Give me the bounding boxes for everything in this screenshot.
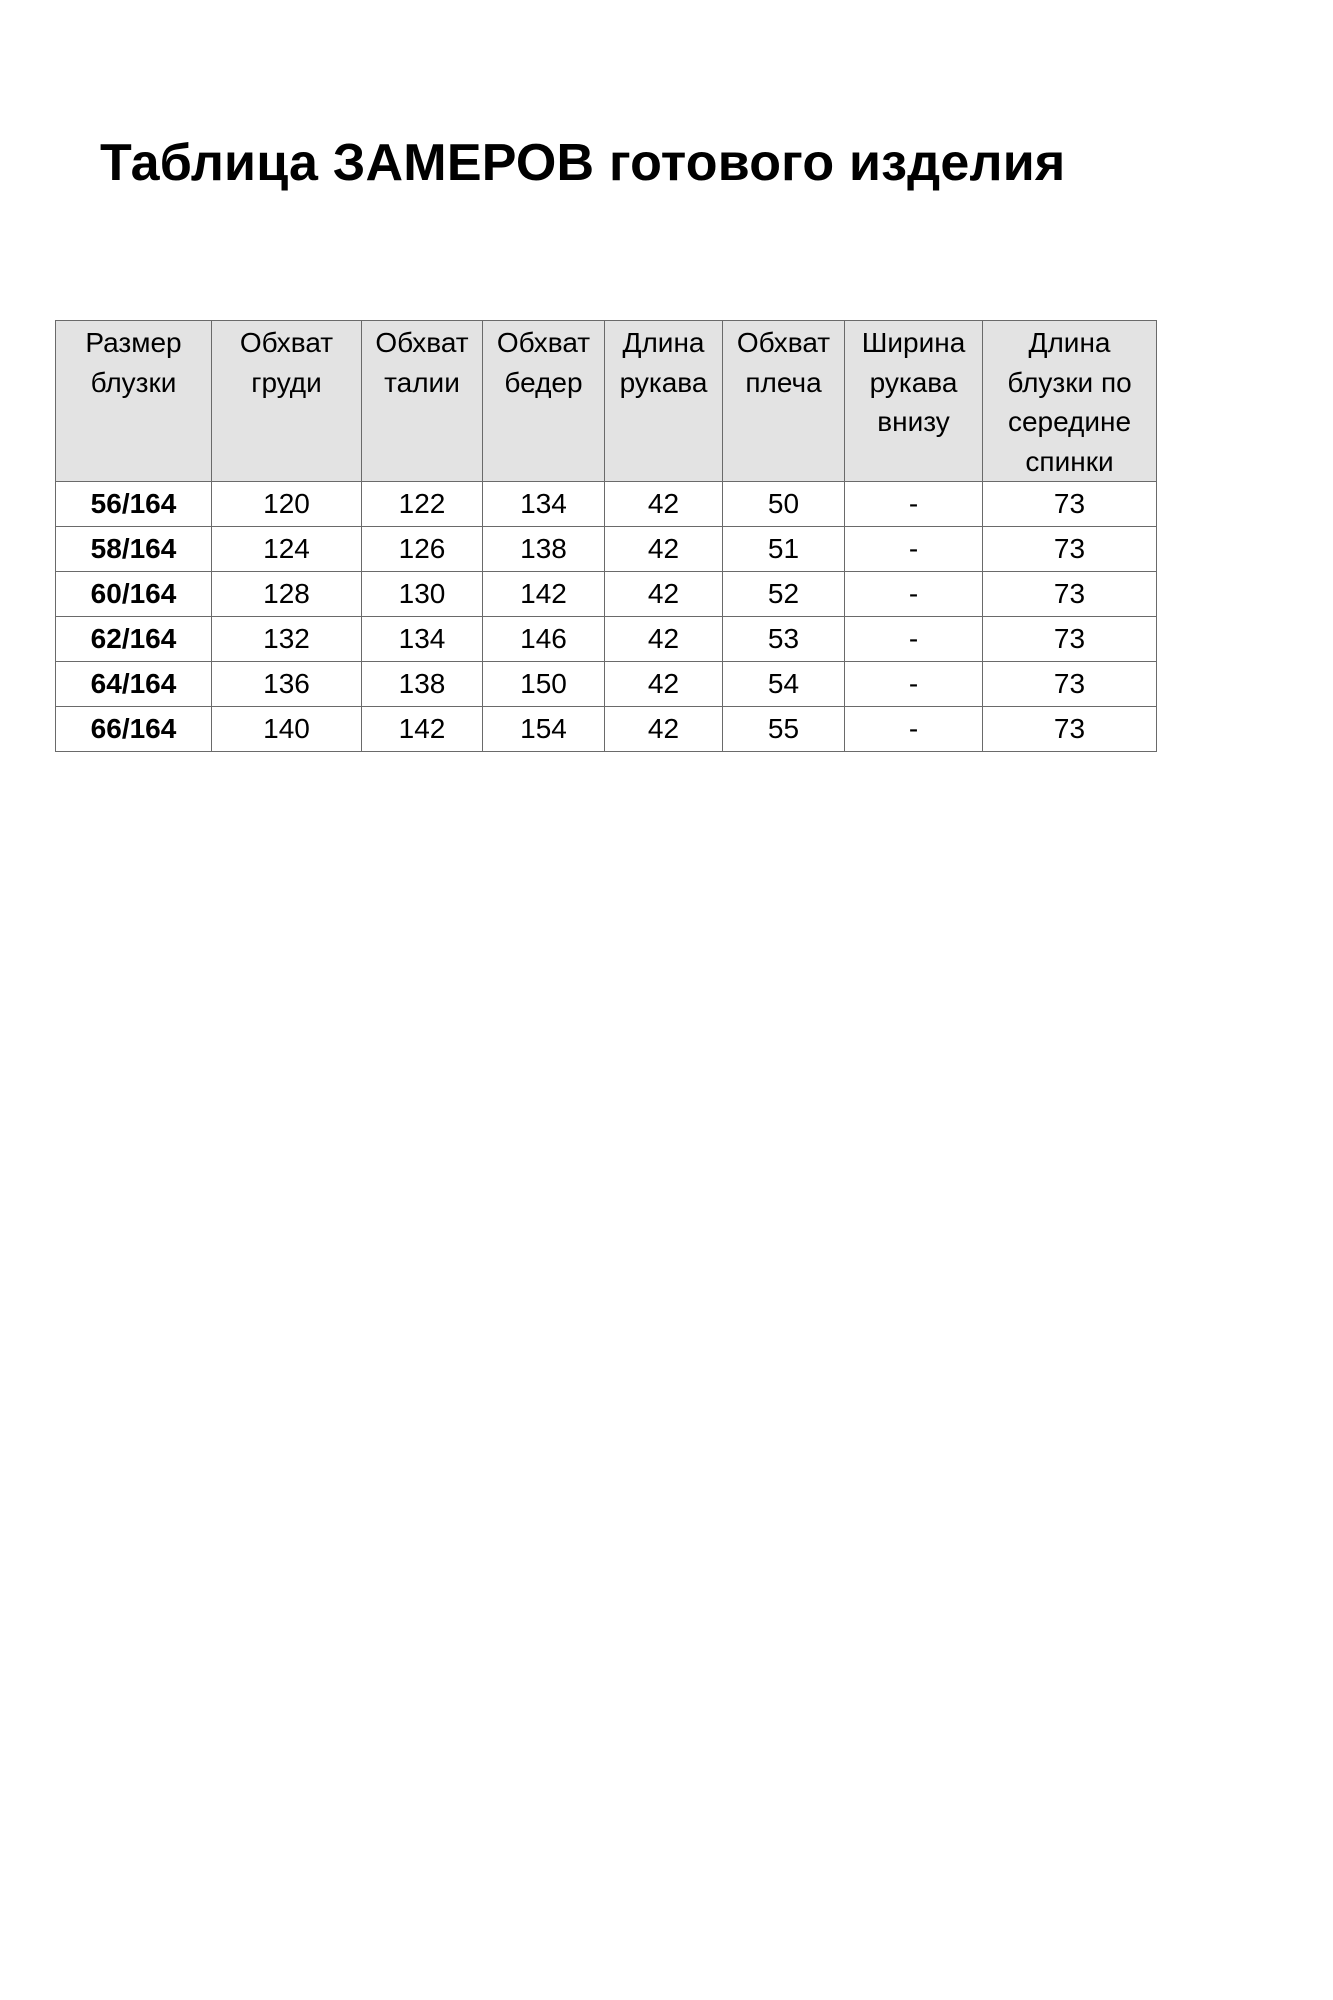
header-shoulder-girth: Обхват плеча bbox=[723, 321, 845, 482]
size-cell: 66/164 bbox=[56, 707, 212, 752]
header-size: Размер блузки bbox=[56, 321, 212, 482]
table-row bbox=[56, 707, 1157, 752]
sleeve-length-cell: 42 bbox=[605, 617, 723, 662]
table-row bbox=[56, 662, 1157, 707]
hips-cell: 134 bbox=[483, 482, 605, 527]
table-header-row bbox=[56, 321, 1157, 482]
shoulder-girth-cell: 51 bbox=[723, 527, 845, 572]
waist-cell: 126 bbox=[362, 527, 483, 572]
shoulder-girth-cell: 53 bbox=[723, 617, 845, 662]
hips-cell: 154 bbox=[483, 707, 605, 752]
chest-cell: 132 bbox=[212, 617, 362, 662]
size-cell: 60/164 bbox=[56, 572, 212, 617]
blouse-length-cell: 73 bbox=[983, 707, 1157, 752]
size-cell: 58/164 bbox=[56, 527, 212, 572]
table-row bbox=[56, 572, 1157, 617]
chest-cell: 136 bbox=[212, 662, 362, 707]
header-sleeve-width-bottom: Ширина рукава внизу bbox=[845, 321, 983, 482]
table-row bbox=[56, 482, 1157, 527]
blouse-length-cell: 73 bbox=[983, 617, 1157, 662]
measurements-table bbox=[55, 320, 1157, 752]
sleeve-width-cell: - bbox=[845, 572, 983, 617]
header-waist: Обхват талии bbox=[362, 321, 483, 482]
shoulder-girth-cell: 52 bbox=[723, 572, 845, 617]
sleeve-width-cell: - bbox=[845, 527, 983, 572]
hips-cell: 146 bbox=[483, 617, 605, 662]
waist-cell: 134 bbox=[362, 617, 483, 662]
table-row bbox=[56, 617, 1157, 662]
hips-cell: 138 bbox=[483, 527, 605, 572]
hips-cell: 142 bbox=[483, 572, 605, 617]
sleeve-width-cell: - bbox=[845, 662, 983, 707]
chest-cell: 140 bbox=[212, 707, 362, 752]
shoulder-girth-cell: 55 bbox=[723, 707, 845, 752]
sleeve-length-cell: 42 bbox=[605, 527, 723, 572]
waist-cell: 142 bbox=[362, 707, 483, 752]
blouse-length-cell: 73 bbox=[983, 482, 1157, 527]
table-row bbox=[56, 527, 1157, 572]
blouse-length-cell: 73 bbox=[983, 527, 1157, 572]
shoulder-girth-cell: 54 bbox=[723, 662, 845, 707]
blouse-length-cell: 73 bbox=[983, 662, 1157, 707]
sleeve-length-cell: 42 bbox=[605, 707, 723, 752]
header-chest: Обхват груди bbox=[212, 321, 362, 482]
blouse-length-cell: 73 bbox=[983, 572, 1157, 617]
chest-cell: 124 bbox=[212, 527, 362, 572]
chest-cell: 128 bbox=[212, 572, 362, 617]
header-sleeve-length: Длина рукава bbox=[605, 321, 723, 482]
header-hips: Обхват бедер bbox=[483, 321, 605, 482]
waist-cell: 122 bbox=[362, 482, 483, 527]
sleeve-length-cell: 42 bbox=[605, 662, 723, 707]
hips-cell: 150 bbox=[483, 662, 605, 707]
sleeve-width-cell: - bbox=[845, 707, 983, 752]
shoulder-girth-cell: 50 bbox=[723, 482, 845, 527]
size-cell: 64/164 bbox=[56, 662, 212, 707]
sleeve-width-cell: - bbox=[845, 617, 983, 662]
sleeve-length-cell: 42 bbox=[605, 572, 723, 617]
waist-cell: 130 bbox=[362, 572, 483, 617]
size-cell: 62/164 bbox=[56, 617, 212, 662]
header-blouse-length: Длина блузки по середине спинки bbox=[983, 321, 1157, 482]
waist-cell: 138 bbox=[362, 662, 483, 707]
size-cell: 56/164 bbox=[56, 482, 212, 527]
chest-cell: 120 bbox=[212, 482, 362, 527]
sleeve-width-cell: - bbox=[845, 482, 983, 527]
page-title: Таблица ЗАМЕРОВ готового изделия bbox=[100, 134, 1066, 192]
sleeve-length-cell: 42 bbox=[605, 482, 723, 527]
